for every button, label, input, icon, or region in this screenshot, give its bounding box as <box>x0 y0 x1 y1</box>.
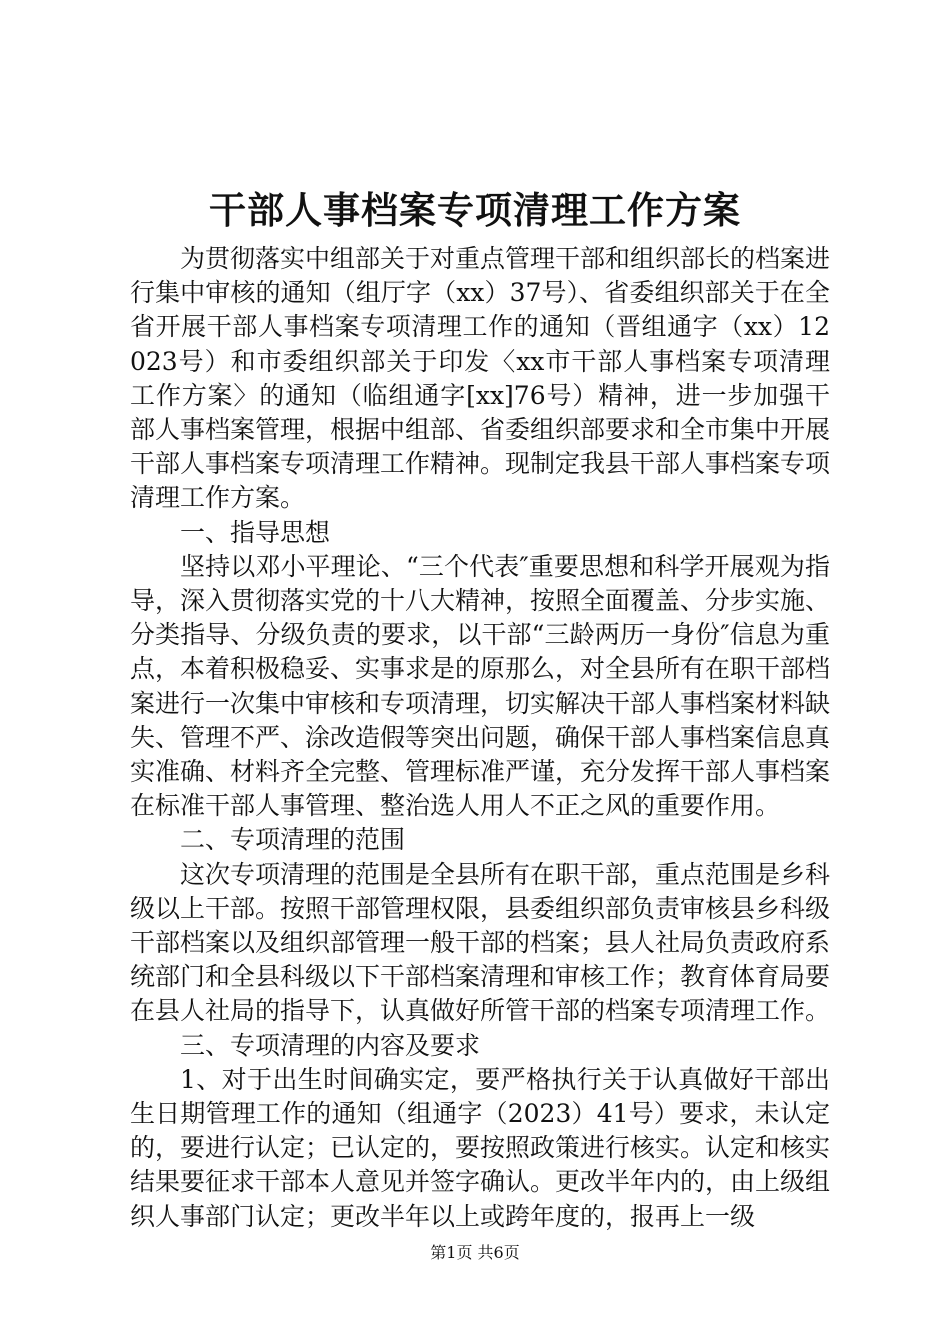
document-body <box>130 242 830 1234</box>
page-footer: 第1页 共6页 <box>430 1243 520 1262</box>
requirement-item-1: 1、对于出生时间确实定，要严格执行关于认真做好干部出生日期管理工作的通知（组通字（2023）41号）要求，未认定的，要进行认定；已认定的，要按照政策进行核实。认定和核实结果要征求干部本人意见并签字确认。更改半年内的，由上级组织人事部门认定；更改半年以上或跨年度的，报再上一级 <box>130 1064 831 1231</box>
scope-paragraph: 这次专项清理的范围是全县所有在职干部，重点范围是乡科级以上干部。按照干部管理权限，县委组织部负责审核县乡科级干部档案以及组织部管理一般干部的档案；县人社局负责政府系统部门和全县科级以下干部档案清理和审核工作；教育体育局要在县人社局的指导下，认真做好所管干部的档案专项清理工作。 <box>130 859 831 1026</box>
document-title: 干部人事档案专项清理工作方案 <box>209 188 741 232</box>
intro-paragraph: 为贯彻落实中组部关于对重点管理干部和组织部长的档案进行集中审核的通知（组厅字（xx）37号）、省委组织部关于在全省开展干部人事档案专项清理工作的通知（晋组通字（xx）12023号）和市委组织部关于印发〈xx市干部人事档案专项清理工作方案〉的通知（临组通字[xx]76号）精神，进一步加强干部人事档案管理，根据中组部、省委组织部要求和全市集中开展干部人事档案专项清理工作精神。现制定我县干部人事档案专项清理工作方案。 <box>130 244 831 513</box>
section-heading-guiding-ideology: 一、指导思想 <box>180 517 331 547</box>
section-heading-content-requirements: 三、专项清理的内容及要求 <box>180 1030 481 1060</box>
section-heading-scope: 二、专项清理的范围 <box>180 825 406 855</box>
guiding-ideology-paragraph: 坚持以邓小平理论、“三个代表″重要思想和科学开展观为指导，深入贯彻落实党的十八大精神，按照全面覆盖、分步实施、分类指导、分级负责的要求，以干部“三龄两历一身份″信息为重点，本着积极稳妥、实事求是的原那么，对全县所有在职干部档案进行一次集中审核和专项清理，切实解决干部人事档案材料缺失、管理不严、涂改造假等突出问题，确保干部人事档案信息真实准确、材料齐全完整、管理标准严谨，充分发挥干部人事档案在标准干部人事管理、整治选人用人不正之风的重要作用。 <box>130 551 831 821</box>
